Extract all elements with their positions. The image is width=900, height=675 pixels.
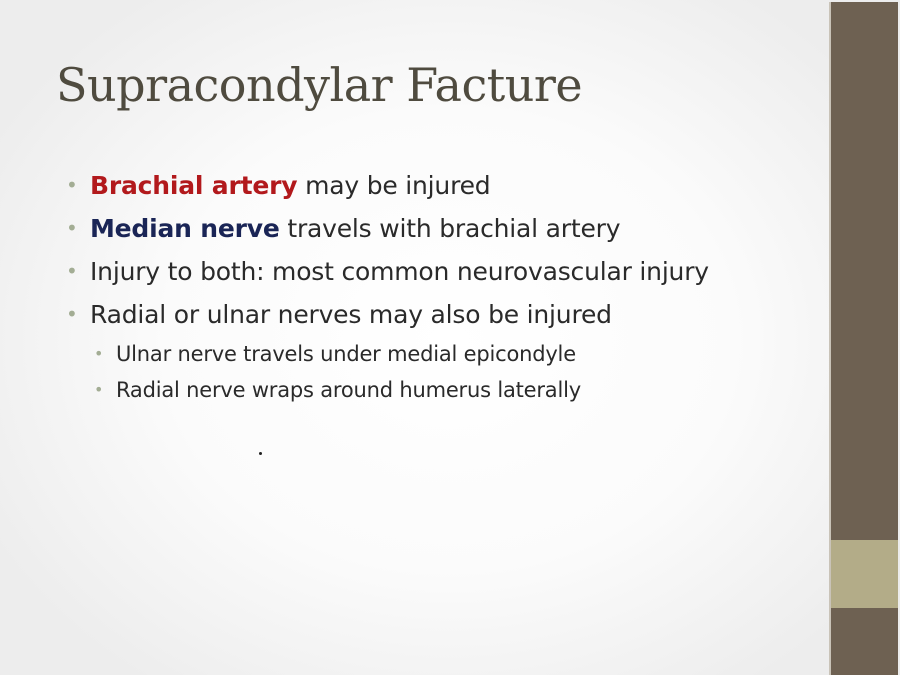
bullet-brachial-artery xyxy=(66,164,806,207)
slide-title: Supracondylar Facture xyxy=(56,58,583,112)
emphasis-brachial-artery: Brachial artery xyxy=(90,171,298,200)
bullet-dot: • xyxy=(94,380,104,399)
bullet-dot: • xyxy=(66,302,78,326)
side-accent-block xyxy=(831,540,898,608)
bullet-median-nerve xyxy=(66,207,806,250)
bullet-text: Radial or ulnar nerves may also be injured xyxy=(90,300,612,329)
sub-bullet-text: Radial nerve wraps around humerus laterally xyxy=(116,378,581,402)
sub-bullet-ulnar xyxy=(94,336,806,372)
sub-bullet-text: Ulnar nerve travels under medial epicondyle xyxy=(116,342,576,366)
bullet-radial-ulnar xyxy=(66,293,806,336)
speck xyxy=(259,452,262,455)
bullet-injury-to-both xyxy=(66,250,806,293)
sub-bullet-radial xyxy=(94,372,806,408)
bullet-list xyxy=(66,164,806,408)
bullet-dot: • xyxy=(66,259,78,283)
bullet-text: Injury to both: most common neurovascular injury xyxy=(90,257,709,286)
bullet-dot: • xyxy=(66,173,78,197)
emphasis-median-nerve: Median nerve xyxy=(90,214,280,243)
bullet-dot: • xyxy=(66,216,78,240)
bullet-text: may be injured xyxy=(297,171,491,200)
bullet-dot: • xyxy=(94,344,104,363)
bullet-text: travels with brachial artery xyxy=(279,214,621,243)
